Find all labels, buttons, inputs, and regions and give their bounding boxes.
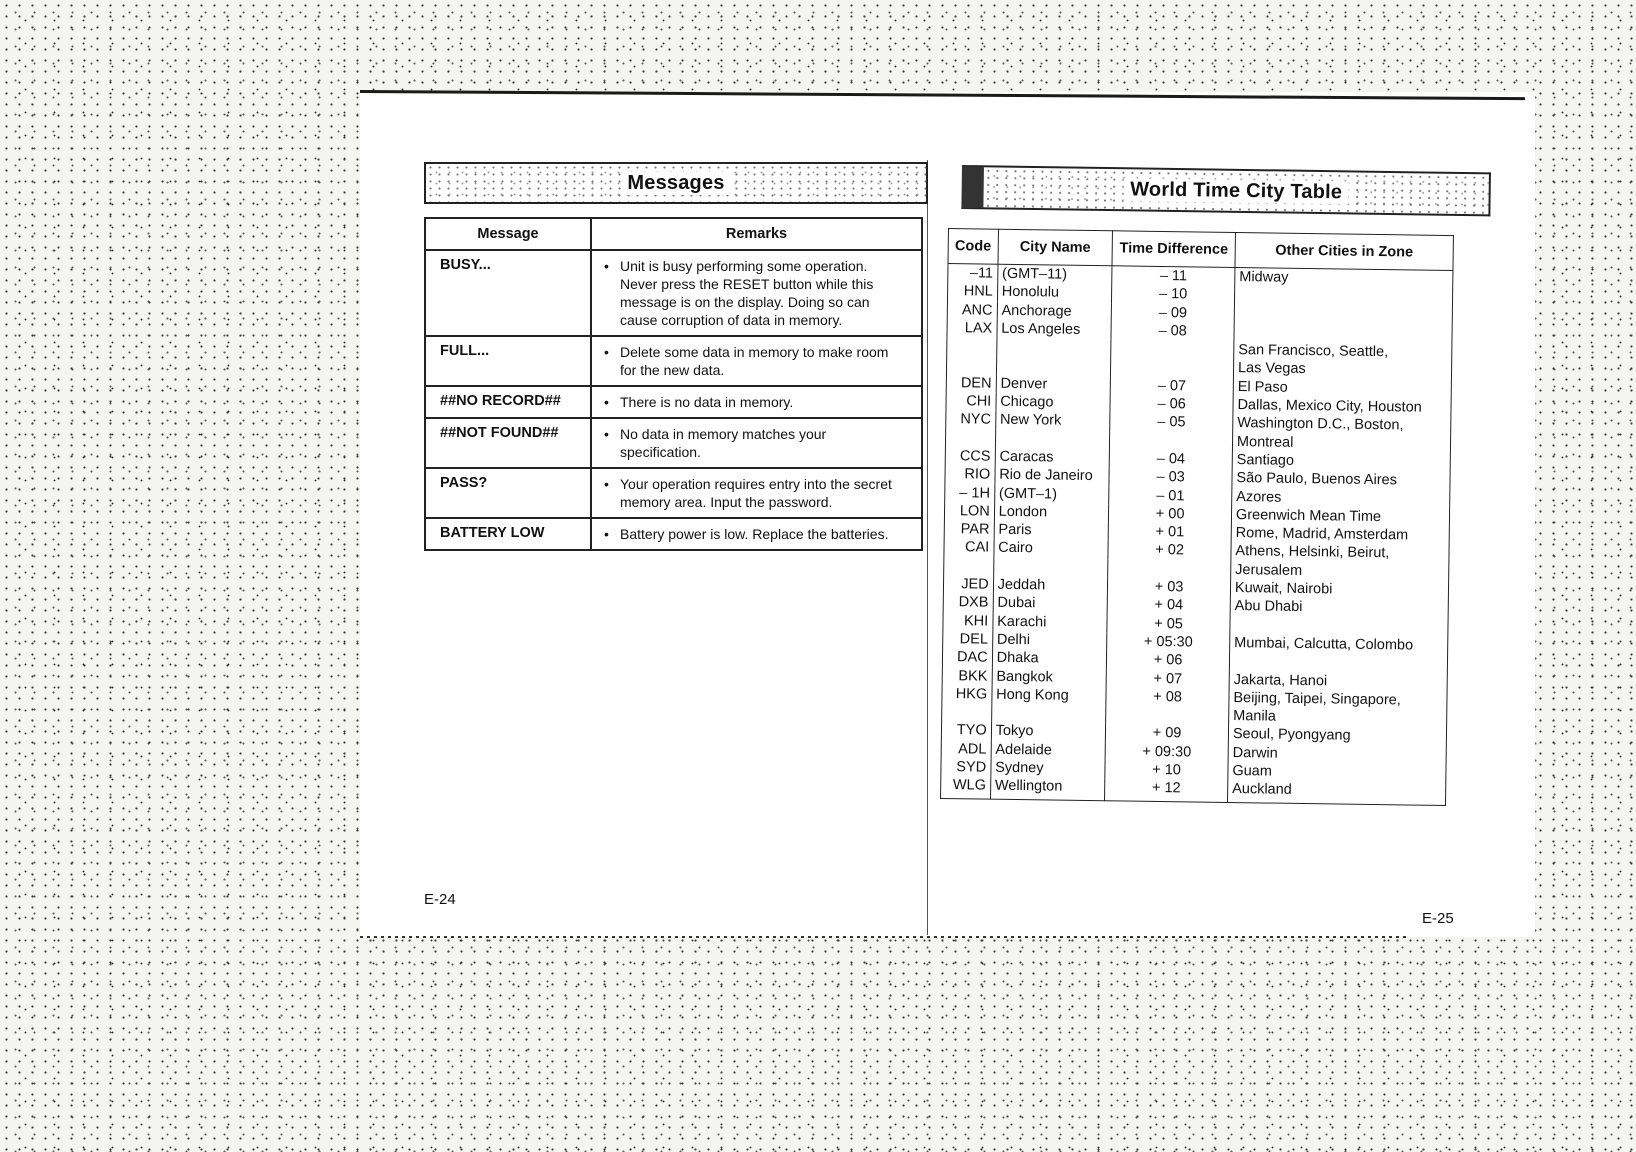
bullet-icon: • <box>604 476 609 492</box>
city-name: Bangkok <box>992 667 1107 687</box>
header-code: Code <box>948 229 998 265</box>
city-code: – 1H <box>945 484 995 503</box>
time-difference: – 09 <box>1111 303 1234 323</box>
world-time-banner <box>961 165 1491 216</box>
message-remark-cell <box>591 518 922 550</box>
message-remark-cell <box>591 336 922 386</box>
city-name: Delhi <box>992 631 1107 651</box>
world-time-city-table <box>940 228 1454 806</box>
city-name: (GMT–11) <box>997 264 1112 284</box>
message-remark: Delete some data in memory to make room for the new data. <box>620 344 889 378</box>
time-difference: + 05:30 <box>1107 632 1230 652</box>
messages-header-row <box>425 218 922 250</box>
city-name: Rio de Janeiro <box>995 466 1110 486</box>
message-remark-cell <box>591 418 922 468</box>
city-body <box>941 264 1453 806</box>
city-code: SYD <box>941 758 991 777</box>
bullet-icon: • <box>604 426 609 442</box>
other-cities: Dallas, Mexico City, Houston <box>1233 396 1451 417</box>
message-remark: No data in memory matches your specification. <box>620 426 827 460</box>
message-remark: Unit is busy performing some operation. Never press the RESET button while this message is on the display. Doing so can cause corruption of data in memory. <box>620 258 874 328</box>
city-code: TYO <box>941 721 991 740</box>
city-code: HNL <box>947 282 997 301</box>
time-difference: – 06 <box>1110 394 1233 414</box>
message-remark-cell <box>591 250 922 336</box>
other-cities: Mumbai, Calcutta, Colombo <box>1230 634 1448 655</box>
other-cities: Santiago <box>1232 451 1450 472</box>
city-name: Adelaide <box>991 740 1106 760</box>
city-name <box>995 429 1110 449</box>
other-cities: Montreal <box>1232 433 1450 454</box>
header-other-cities: Other Cities in Zone <box>1235 233 1454 271</box>
city-code: BKK <box>942 666 992 685</box>
time-difference: + 09 <box>1106 724 1229 744</box>
message-remark: Battery power is low. Replace the batteries. <box>620 526 889 542</box>
city-code: CCS <box>945 447 995 466</box>
messages-body <box>425 250 922 550</box>
time-difference: – 03 <box>1109 468 1232 488</box>
other-cities: Greenwich Mean Time <box>1231 506 1449 527</box>
world-time-title: World Time City Table <box>1124 178 1348 204</box>
city-name: Dhaka <box>992 649 1107 669</box>
time-difference: – 05 <box>1110 413 1233 433</box>
other-cities: El Paso <box>1233 378 1451 399</box>
city-code: LON <box>944 502 994 521</box>
time-difference: – 04 <box>1109 449 1232 469</box>
time-difference: – 01 <box>1109 486 1232 506</box>
city-name: Dubai <box>993 594 1108 614</box>
city-name: Wellington <box>990 777 1105 801</box>
other-cities: Manila <box>1229 707 1447 728</box>
city-name: New York <box>995 411 1110 431</box>
city-name: Denver <box>996 374 1111 394</box>
other-cities: Abu Dhabi <box>1230 597 1448 618</box>
city-code: CHI <box>946 392 996 411</box>
message-code: BUSY... <box>425 250 591 336</box>
message-row <box>425 336 922 386</box>
time-difference: + 06 <box>1107 650 1230 670</box>
message-code: ##NOT FOUND## <box>425 418 591 468</box>
time-difference: + 00 <box>1109 504 1232 524</box>
other-cities: Beijing, Taipei, Singapore, <box>1229 689 1447 710</box>
city-table-wrapper <box>940 228 1454 806</box>
time-difference: – 07 <box>1110 376 1233 396</box>
time-difference: + 03 <box>1108 577 1231 597</box>
time-difference <box>1111 339 1234 359</box>
city-name: Jeddah <box>993 576 1108 596</box>
message-code: ##NO RECORD## <box>425 386 591 418</box>
other-cities: Las Vegas <box>1233 359 1451 380</box>
time-difference <box>1108 559 1231 579</box>
other-cities: Jakarta, Hanoi <box>1229 671 1447 692</box>
time-difference: + 04 <box>1107 596 1230 616</box>
city-name: (GMT–1) <box>994 484 1109 504</box>
other-cities: Azores <box>1232 488 1450 509</box>
city-name: Karachi <box>993 612 1108 632</box>
city-name: Sydney <box>991 759 1106 779</box>
city-code: JED <box>943 575 993 594</box>
city-name: Cairo <box>994 539 1109 559</box>
other-cities: Seoul, Pyongyang <box>1228 725 1446 746</box>
time-difference: – 11 <box>1112 266 1235 287</box>
city-code <box>946 355 996 374</box>
message-row <box>425 250 922 336</box>
time-difference: + 12 <box>1105 779 1228 803</box>
time-difference <box>1106 705 1229 725</box>
city-name: Caracas <box>995 448 1110 468</box>
city-name: London <box>994 503 1109 523</box>
message-remark: There is no data in memory. <box>620 394 794 410</box>
other-cities: Washington D.C., Boston, <box>1233 414 1451 435</box>
message-code: BATTERY LOW <box>425 518 591 550</box>
book-spine-divider <box>927 160 928 935</box>
other-cities: Jerusalem <box>1231 561 1449 582</box>
city-code: RIO <box>945 465 995 484</box>
city-name: Paris <box>994 521 1109 541</box>
message-code: PASS? <box>425 468 591 518</box>
bottom-edge-rule <box>360 936 1410 938</box>
messages-table <box>424 217 923 551</box>
message-code: FULL... <box>425 336 591 386</box>
message-row <box>425 418 922 468</box>
other-cities: São Paulo, Buenos Aires <box>1232 469 1450 490</box>
city-code <box>942 703 992 722</box>
city-code <box>945 429 995 448</box>
city-name: Honolulu <box>997 283 1112 303</box>
city-code: ADL <box>941 740 991 759</box>
message-row <box>425 386 922 418</box>
city-name: Los Angeles <box>997 320 1112 340</box>
message-remark: Your operation requires entry into the secret memory area. Input the password. <box>620 476 892 510</box>
city-name <box>991 704 1106 724</box>
other-cities: Auckland <box>1227 780 1445 806</box>
time-difference: + 09:30 <box>1105 742 1228 762</box>
other-cities: Midway <box>1235 268 1453 290</box>
time-difference: + 07 <box>1106 669 1229 689</box>
city-code: KHI <box>943 612 993 631</box>
other-cities: Kuwait, Nairobi <box>1230 579 1448 600</box>
city-code: ANC <box>947 301 997 320</box>
bullet-icon: • <box>604 344 609 360</box>
city-name <box>996 338 1111 358</box>
bullet-icon: • <box>604 394 609 410</box>
city-code: DEN <box>946 374 996 393</box>
header-time-difference: Time Difference <box>1112 231 1235 268</box>
city-code: PAR <box>944 520 994 539</box>
other-cities: San Francisco, Seattle, <box>1234 341 1452 362</box>
time-difference <box>1110 431 1233 451</box>
time-difference: + 05 <box>1107 614 1230 634</box>
messages-title: Messages <box>621 172 730 195</box>
time-difference: – 08 <box>1111 321 1234 341</box>
city-name: Anchorage <box>997 301 1112 321</box>
time-difference: + 01 <box>1108 522 1231 542</box>
city-name <box>993 557 1108 577</box>
other-cities: Guam <box>1228 762 1446 783</box>
bullet-icon: • <box>604 526 609 542</box>
city-code: DEL <box>943 630 993 649</box>
other-cities: Rome, Madrid, Amsterdam <box>1231 524 1449 545</box>
page-number-right: E-25 <box>1422 910 1454 927</box>
city-name: Tokyo <box>991 722 1106 742</box>
city-code: DXB <box>943 593 993 612</box>
time-difference <box>1111 358 1234 378</box>
city-code <box>947 337 997 356</box>
time-difference: + 02 <box>1108 541 1231 561</box>
city-name <box>996 356 1111 376</box>
header-message: Message <box>425 218 591 250</box>
city-code: WLG <box>941 776 991 799</box>
city-code: –11 <box>948 264 998 283</box>
city-name: Hong Kong <box>992 685 1107 705</box>
time-difference: + 08 <box>1106 687 1229 707</box>
message-row <box>425 468 922 518</box>
header-remarks: Remarks <box>591 218 922 250</box>
time-difference: – 10 <box>1112 285 1235 305</box>
city-code: NYC <box>946 410 996 429</box>
message-remark-cell <box>591 468 922 518</box>
header-city-name: City Name <box>998 229 1113 266</box>
city-name: Chicago <box>996 393 1111 413</box>
message-remark-cell <box>591 386 922 418</box>
city-code: HKG <box>942 685 992 704</box>
city-code: LAX <box>947 319 997 338</box>
time-difference: + 10 <box>1105 760 1228 780</box>
bullet-icon: • <box>604 258 609 274</box>
message-row <box>425 518 922 550</box>
city-code: CAI <box>944 538 994 557</box>
city-code: DAC <box>942 648 992 667</box>
city-code <box>944 557 994 576</box>
other-cities: Athens, Helsinki, Beirut, <box>1231 542 1449 563</box>
messages-banner <box>424 162 928 204</box>
other-cities: Darwin <box>1228 744 1446 765</box>
page-number-left: E-24 <box>424 891 456 908</box>
